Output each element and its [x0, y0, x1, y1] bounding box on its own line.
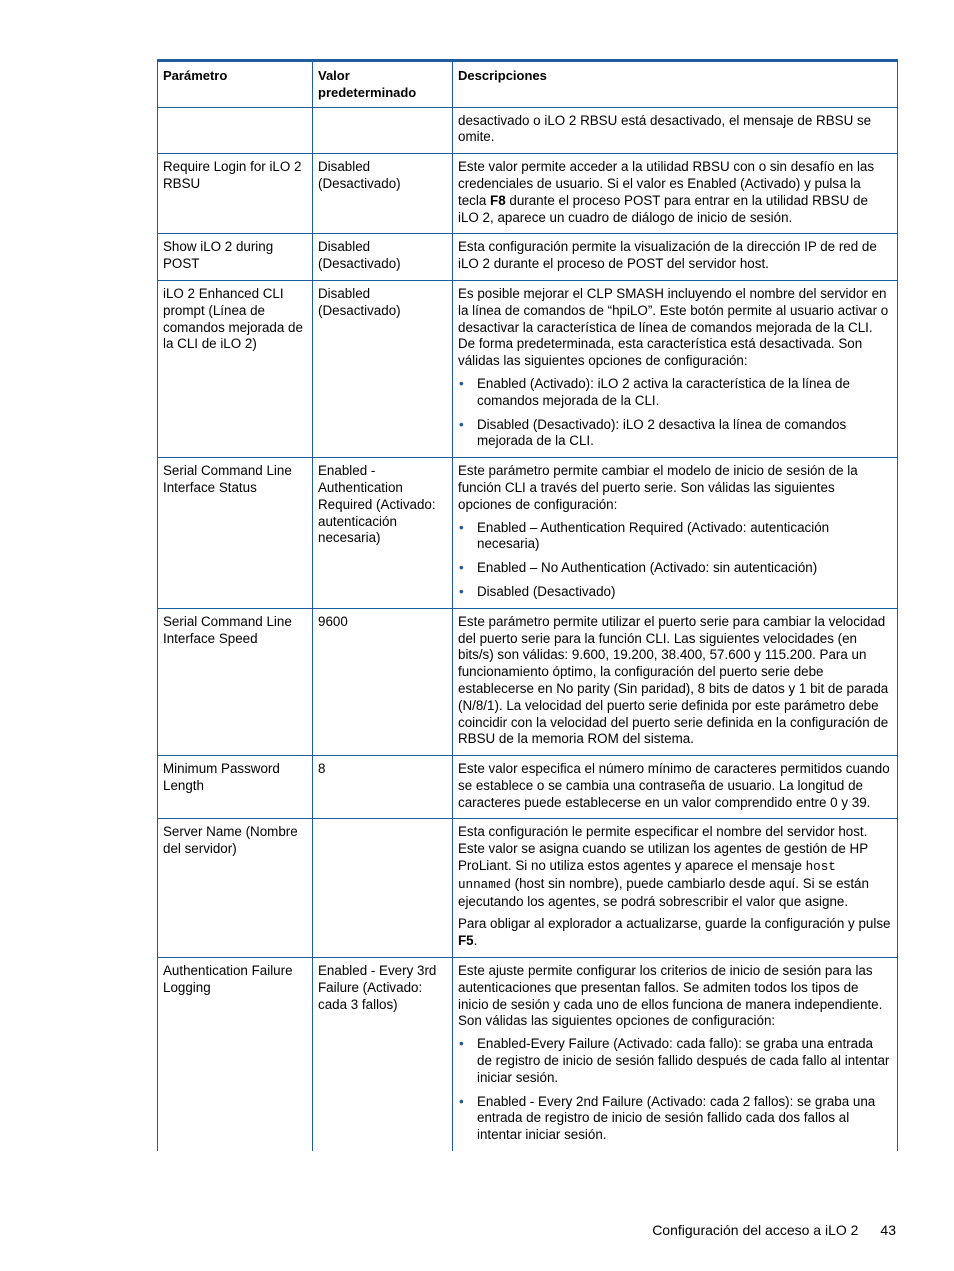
option-list-item: • Enabled - Every 2nd Failure (Activado: cada 2 fallos): se graba una entrada de registro de inicio de sesión fallido cada dos fallos al intentar iniciar sesión. — [458, 1094, 891, 1144]
header-parameter: Parámetro — [158, 61, 313, 108]
param-cell — [158, 107, 313, 154]
description-text: Este valor especifica el número mínimo de caracteres permitidos cuando se establece o se cambia una contraseña de usuario. La longitud de caracteres puede establecerse en un valor comprendido entre 0 y 39. — [458, 761, 890, 810]
option-list-item: • Enabled – No Authentication (Activado: sin autenticación) — [458, 560, 891, 577]
option-list-item: • Enabled-Every Failure (Activado: cada fallo): se graba una entrada de registro de inicio de sesión fallido después de cada fallo al intentar iniciar sesión. — [458, 1036, 891, 1086]
table-row — [158, 958, 898, 1151]
option-list-item: • Disabled (Desactivado) — [458, 584, 891, 601]
page-number: 43 — [880, 1222, 896, 1238]
description-text: Es posible mejorar el CLP SMASH incluyendo el nombre del servidor en la línea de comandos de “hpiLO”. Este botón permite al usuario activar o desactivar la característica de línea de comandos mejorada de la CLI. De forma predeterminada, esta característica está desactivada. Son válidas las siguientes opciones de configuración: — [458, 285, 889, 369]
description-text: Esta configuración permite la visualización de la dirección IP de red de iLO 2 durante el proceso de POST del servidor host. — [458, 239, 877, 272]
param-cell: Authentication Failure Logging — [158, 958, 313, 1151]
table-row — [158, 154, 898, 234]
description-text: Este ajuste permite configurar los criterios de inicio de sesión para las autenticaciones que presentan fallos. Se admiten todos los tipos de inicio de sesión y cada uno de ellos funciona de manera independiente. Son válidas las siguientes opciones de configuración: — [458, 963, 883, 1029]
description-text-part: (host sin nombre), puede cambiarlo desde aquí. Si se están ejecutando los agentes, se podrá sobrescribir el valor que asigne. — [458, 875, 869, 909]
description-text: Este parámetro permite cambiar el modelo de inicio de sesión de la función CLI a través del puerto serie. Son válidas las siguientes opciones de configuración: — [458, 463, 858, 512]
description-text-part: Este valor permite acceder a la utilidad RBSU con o sin desafío en las credenciales de usuario. Si el valor es Enabled (Activado) y pulsa la tecla — [458, 159, 875, 208]
table-row — [158, 234, 898, 281]
param-cell: Minimum Password Length — [158, 756, 313, 819]
default-cell: Disabled (Desactivado) — [313, 154, 453, 234]
description-text — [458, 824, 891, 910]
description-cell — [453, 154, 898, 234]
table-row — [158, 280, 898, 457]
footer-section-title: Configuración del acceso a iLO 2 — [652, 1222, 859, 1238]
table-header-row — [158, 61, 898, 108]
key-label: F5 — [458, 933, 474, 949]
settings-table — [157, 59, 898, 1151]
param-cell: Serial Command Line Interface Speed — [158, 608, 313, 755]
header-default-value: Valor predeterminado — [313, 61, 453, 108]
param-cell: iLO 2 Enhanced CLI prompt (Línea de comandos mejorada de la CLI de iLO 2) — [158, 280, 313, 457]
description-cell — [453, 234, 898, 281]
default-cell: Disabled (Desactivado) — [313, 280, 453, 457]
default-cell: Disabled (Desactivado) — [313, 234, 453, 281]
description-cell — [453, 107, 898, 154]
option-list — [458, 1036, 891, 1144]
table-row — [158, 458, 898, 609]
page-footer — [652, 1222, 896, 1238]
description-text — [458, 916, 891, 950]
param-cell: Show iLO 2 during POST — [158, 234, 313, 281]
description-text: desactivado o iLO 2 RBSU está desactivado, el mensaje de RBSU se omite. — [458, 112, 872, 145]
table-row — [158, 107, 898, 154]
option-list-item: • Disabled (Desactivado): iLO 2 desactiva la línea de comandos mejorada de la CLI. — [458, 417, 891, 451]
default-cell — [313, 107, 453, 154]
param-cell: Serial Command Line Interface Status — [158, 458, 313, 609]
description-text-part: durante el proceso POST para entrar en la utilidad RBSU de iLO 2, aparece un cuadro de diálogo de inicio de sesión. — [458, 192, 868, 225]
description-cell — [453, 608, 898, 755]
code-text: host unnamed — [458, 860, 836, 892]
default-cell: 9600 — [313, 608, 453, 755]
description-text: Este parámetro permite utilizar el puerto serie para cambiar la velocidad del puerto serie para la función CLI. Las siguientes velocidades (en bits/s) son válidas: 9.600, 19.200, 38.400, 57.600 y 115.200. Para un funcionamiento óptimo, la configuración del puerto serie debe establecerse en No parity (Sin paridad), 8 bits de datos y 1 bit de parada (N/8/1). La velocidad del puerto serie definida por este parámetro debe coincidir con la velocidad del puerto serie definida en la configuración de RBSU de la memoria ROM del sistema. — [458, 613, 889, 747]
description-text-part: . — [473, 933, 478, 949]
table-row — [158, 756, 898, 819]
default-cell — [313, 819, 453, 958]
param-cell: Server Name (Nombre del servidor) — [158, 819, 313, 958]
header-descriptions: Descripciones — [453, 61, 898, 108]
description-text — [458, 159, 891, 226]
table-row — [158, 819, 898, 958]
option-list-item: • Enabled (Activado): iLO 2 activa la característica de la línea de comandos mejorada de la CLI. — [458, 376, 891, 410]
description-cell — [453, 819, 898, 958]
option-list — [458, 520, 891, 601]
default-cell: 8 — [313, 756, 453, 819]
description-cell — [453, 280, 898, 457]
default-cell: Enabled - Authentication Required (Activado: autenticación necesaria) — [313, 458, 453, 609]
description-cell — [453, 756, 898, 819]
option-list — [458, 376, 891, 450]
default-cell: Enabled - Every 3rd Failure (Activado: cada 3 fallos) — [313, 958, 453, 1151]
table-row — [158, 608, 898, 755]
description-cell — [453, 958, 898, 1151]
param-cell: Require Login for iLO 2 RBSU — [158, 154, 313, 234]
option-list-item: • Enabled – Authentication Required (Activado: autenticación necesaria) — [458, 520, 891, 554]
description-text-part: Esta configuración le permite especificar el nombre del servidor host. Este valor se asigna cuando se utilizan los agentes de gestión de HP ProLiant. Si no utiliza estos agentes y aparece el mensaje — [458, 824, 868, 874]
key-label: F8 — [490, 192, 506, 208]
description-cell — [453, 458, 898, 609]
description-text-part: Para obligar al explorador a actualizarse, guarde la configuración y pulse — [458, 916, 891, 932]
